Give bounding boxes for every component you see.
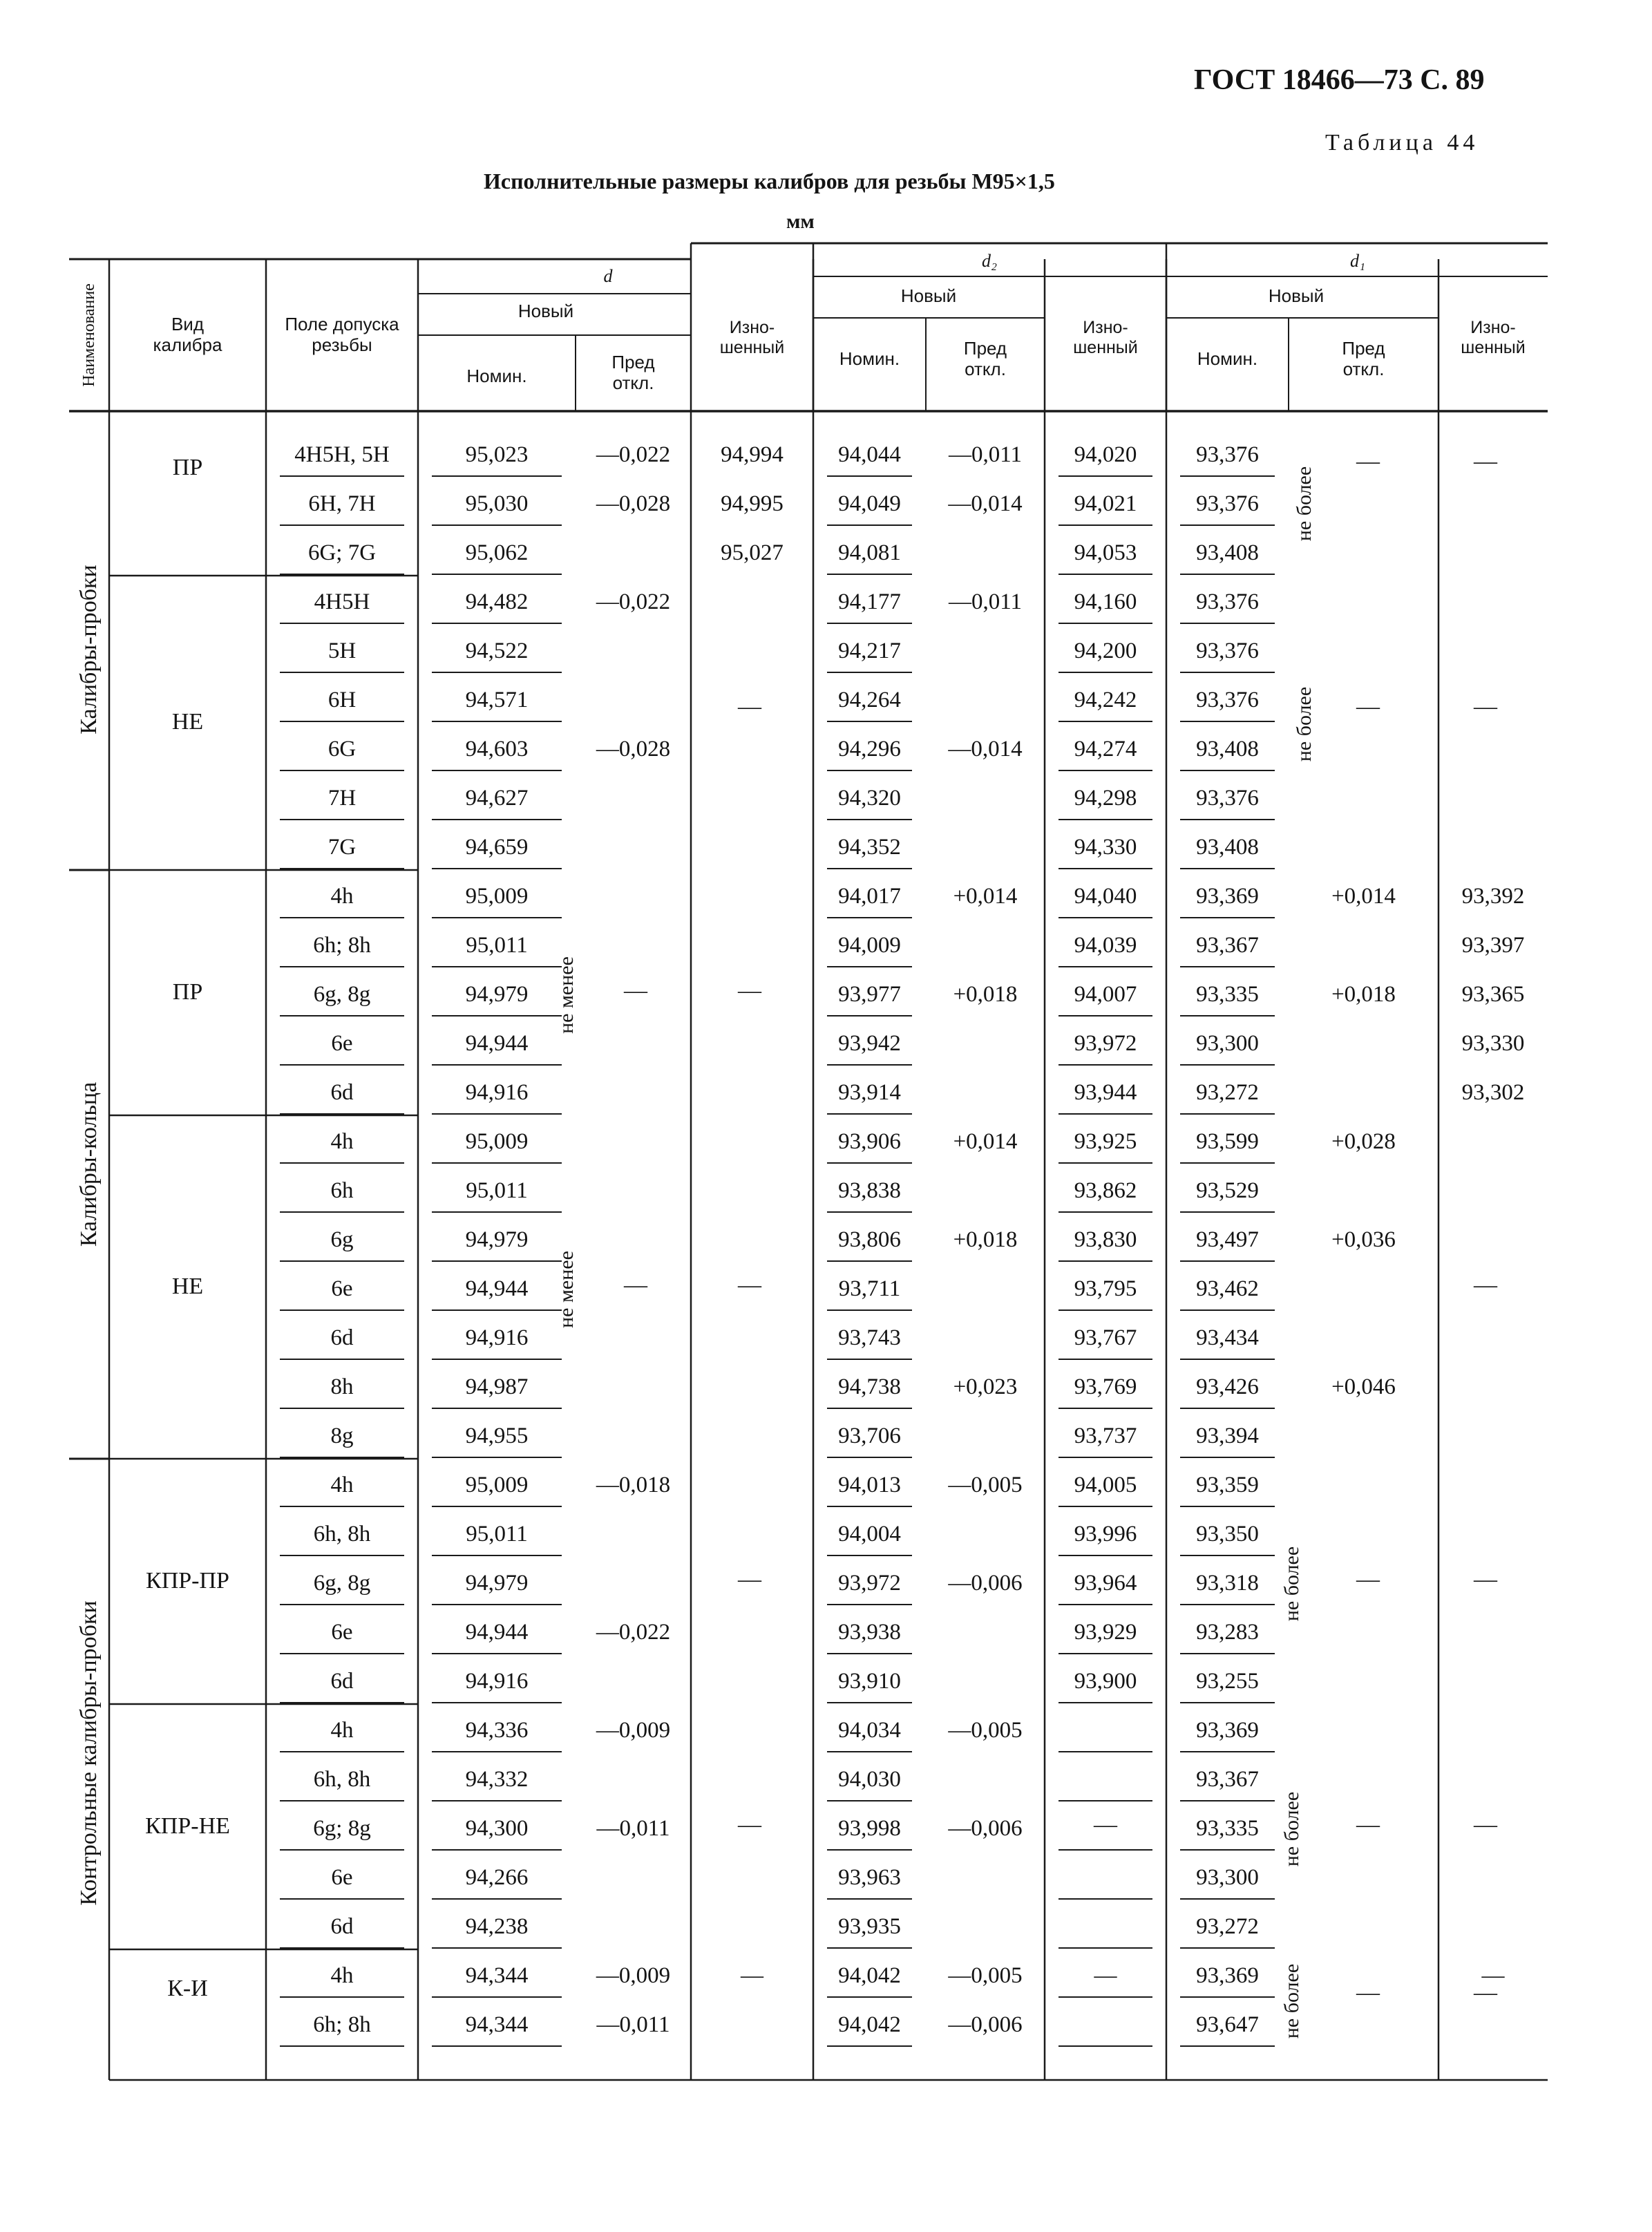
cell-d-dev: —0,022 — [596, 1620, 671, 1645]
cell-d-worn: 95,027 — [721, 540, 784, 565]
cell-d2-nom: 93,743 — [838, 1325, 901, 1350]
dash-mark: — — [624, 978, 647, 1003]
cell-d2-worn: 93,830 — [1074, 1227, 1137, 1252]
cell-d1-nom: 93,408 — [1196, 737, 1259, 762]
cell-d-nom: 94,300 — [465, 1816, 529, 1841]
cell-d1-worn: 93,365 — [1461, 982, 1525, 1007]
cell-d2-worn: 94,021 — [1074, 491, 1137, 516]
cell-d2-nom: 93,942 — [838, 1031, 901, 1056]
dash-mark: — — [1356, 694, 1380, 719]
cell-d1-worn: 93,302 — [1461, 1080, 1525, 1105]
dash-mark: — — [1356, 1980, 1380, 2005]
header-d1-worn: Изно-шенный — [1461, 318, 1526, 357]
cell-d-nom: 94,344 — [465, 2012, 529, 2037]
dash-mark: — — [1356, 1567, 1380, 1592]
cell-d-dev: —0,009 — [596, 1718, 671, 1743]
cell-d-nom: 94,916 — [465, 1080, 529, 1105]
cell-d2-nom: 93,806 — [838, 1227, 901, 1252]
cell-d1-nom: 93,426 — [1196, 1374, 1259, 1399]
cell-field: 6d — [330, 1669, 354, 1694]
cell-d1-worn: 93,397 — [1461, 933, 1525, 958]
cell-d1-nom: 93,318 — [1196, 1571, 1259, 1596]
dash-mark: — — [1474, 1812, 1497, 1837]
cell-d1-nom: 93,300 — [1196, 1031, 1259, 1056]
cell-field: 6d — [330, 1914, 354, 1939]
cell-field: 6g; 8g — [313, 1816, 371, 1841]
cell-d2-worn: 93,795 — [1074, 1276, 1137, 1301]
cell-d-nom: 94,944 — [465, 1031, 529, 1056]
cell-d1-nom: 93,376 — [1196, 786, 1259, 811]
dash-mark: — — [1474, 1980, 1497, 2005]
cell-d1-nom: 93,599 — [1196, 1129, 1259, 1154]
dash-mark: — — [624, 1272, 647, 1298]
cell-d-dev: —0,028 — [596, 737, 671, 762]
cell-d-dev: —0,028 — [596, 491, 671, 516]
cell-d1-nom: 93,359 — [1196, 1473, 1259, 1497]
cell-d2-nom: 93,963 — [838, 1865, 901, 1890]
cell-d1-nom: 93,376 — [1196, 442, 1259, 467]
cell-field: 7H — [327, 786, 357, 811]
cell-d2-dev: +0,023 — [953, 1374, 1018, 1399]
cell-field: 6g, 8g — [313, 1571, 371, 1596]
kind-label: НЕ — [171, 1273, 204, 1299]
cell-d2-nom: 94,013 — [838, 1473, 901, 1497]
cell-d2-dev: —0,014 — [948, 491, 1023, 516]
cell-d-dev: —0,022 — [596, 589, 671, 614]
cell-d-nom: 94,955 — [465, 1424, 529, 1448]
cell-field: 4h — [330, 1718, 354, 1743]
header-kind: Вид калибра — [153, 314, 222, 355]
cell-d2-worn: 94,040 — [1074, 884, 1137, 909]
cell-d1-nom: 93,272 — [1196, 1914, 1259, 1939]
cell-d-dev: —0,009 — [596, 1963, 671, 1988]
note-ne-bolee: не более — [1280, 1963, 1303, 2039]
table-title: Исполнительные размеры калибров для резьбы М95×1,5 — [484, 169, 1055, 193]
cell-d2-nom: 94,352 — [838, 835, 901, 860]
dash-mark: — — [1474, 1272, 1497, 1298]
cell-d-nom: 94,238 — [465, 1914, 529, 1939]
cell-field: 8h — [330, 1374, 354, 1399]
cell-d2-nom: 94,030 — [838, 1767, 901, 1792]
cell-d1-nom: 93,369 — [1196, 1718, 1259, 1743]
cell-d2-worn: 93,929 — [1074, 1620, 1137, 1645]
cell-d1-nom: 93,255 — [1196, 1669, 1259, 1694]
cell-d1-dev: +0,018 — [1331, 982, 1396, 1007]
cell-d2-worn: 93,925 — [1074, 1129, 1137, 1154]
dash-mark: — — [738, 1812, 761, 1837]
cell-d2-nom: 94,017 — [838, 884, 901, 909]
cell-d1-nom: 93,462 — [1196, 1276, 1259, 1301]
header-field: Поле допуска резьбы — [285, 314, 399, 355]
cell-d2-nom: 94,217 — [838, 639, 901, 663]
cell-d2-dev: +0,018 — [953, 982, 1018, 1007]
cell-field: 4h — [330, 884, 354, 909]
cell-d-dev: —0,022 — [596, 442, 671, 467]
cell-d-dev: —0,018 — [596, 1473, 671, 1497]
note-ne-menee: не менее — [555, 956, 578, 1034]
cell-d2-worn: 93,900 — [1074, 1669, 1137, 1694]
cell-field: 4h — [330, 1473, 354, 1497]
header-d1-dev: Пред откл. — [1342, 338, 1385, 379]
cell-d-nom: 94,603 — [465, 737, 529, 762]
cell-d-nom: 95,011 — [466, 1522, 528, 1547]
cell-d2-dev: —0,014 — [948, 737, 1023, 762]
kind-label: ПР — [172, 978, 203, 1005]
cell-d-nom: 95,009 — [465, 1473, 529, 1497]
cell-d2-dev: —0,011 — [948, 589, 1023, 614]
cell-d-nom: 94,344 — [465, 1963, 529, 1988]
cell-d2-nom: 94,042 — [838, 2012, 901, 2037]
cell-d1-nom: 93,376 — [1196, 491, 1259, 516]
dash-mark: — — [738, 1567, 761, 1592]
cell-d-nom: 95,011 — [466, 1178, 528, 1203]
cell-d1-dev: +0,028 — [1331, 1129, 1396, 1154]
cell-d-nom: 94,944 — [465, 1276, 529, 1301]
cell-d-worn: — — [741, 1963, 763, 1988]
kind-label: КПР-НЕ — [145, 1813, 230, 1839]
cell-d2-worn: 93,767 — [1074, 1325, 1137, 1350]
cell-field: 8g — [330, 1424, 354, 1448]
dash-mark: — — [1356, 1812, 1380, 1837]
cell-d2-nom: 94,296 — [838, 737, 901, 762]
cell-d2-nom: 94,177 — [838, 589, 901, 614]
cell-d-nom: 94,987 — [465, 1374, 529, 1399]
cell-field: 5H — [327, 639, 357, 663]
cell-field: 6h; 8h — [313, 2012, 371, 2037]
cell-d2-dev: —0,006 — [948, 1571, 1023, 1596]
cell-d-nom: 95,023 — [465, 442, 529, 467]
cell-d2-worn: 93,972 — [1074, 1031, 1137, 1056]
cell-d1-nom: 93,376 — [1196, 688, 1259, 712]
cell-d2-nom: 93,706 — [838, 1424, 901, 1448]
cell-d1-nom: 93,367 — [1196, 933, 1259, 958]
cell-d2-nom: 93,935 — [838, 1914, 901, 1939]
cell-field: 6e — [331, 1865, 353, 1890]
group-label: Калибры-пробки — [76, 564, 102, 735]
cell-d2-nom: 93,998 — [838, 1816, 901, 1841]
header-d1-new: Новый — [1268, 285, 1325, 306]
cell-d2-nom: 93,938 — [838, 1620, 901, 1645]
header-d1-nom: Номин. — [1197, 348, 1258, 369]
cell-d2-dev: —0,005 — [948, 1718, 1023, 1743]
cell-d1-nom: 93,350 — [1196, 1522, 1259, 1547]
cell-d1-nom: 93,434 — [1196, 1325, 1259, 1350]
cell-d1-worn: — — [1481, 1963, 1505, 1988]
cell-d2-worn: 94,005 — [1074, 1473, 1137, 1497]
cell-d-nom: 94,944 — [465, 1620, 529, 1645]
cell-d1-nom: 93,369 — [1196, 1963, 1259, 1988]
cell-d1-nom: 93,376 — [1196, 639, 1259, 663]
cell-d2-worn: 93,996 — [1074, 1522, 1137, 1547]
cell-d-nom: 94,979 — [465, 982, 529, 1007]
cell-d2-dev: —0,005 — [948, 1963, 1023, 1988]
cell-field: 4H5H, 5H — [294, 442, 390, 467]
cell-d2-worn: 93,862 — [1074, 1178, 1137, 1203]
cell-field: 6g — [330, 1227, 354, 1252]
kind-label: К-И — [167, 1976, 208, 2001]
header-d1: d₁ — [1349, 251, 1366, 271]
cell-d-dev: —0,011 — [596, 2012, 670, 2037]
cell-d2-worn: 93,944 — [1074, 1080, 1137, 1105]
cell-d1-nom: 93,272 — [1196, 1080, 1259, 1105]
cell-d1-dev: +0,014 — [1331, 884, 1396, 909]
cell-d2-nom: 94,009 — [838, 933, 901, 958]
cell-d2-nom: 93,906 — [838, 1129, 901, 1154]
cell-d-dev: —0,011 — [596, 1816, 670, 1841]
cell-d1-nom: 93,408 — [1196, 540, 1259, 565]
cell-d2-dev: +0,018 — [953, 1227, 1018, 1252]
cell-d-nom: 94,659 — [465, 835, 529, 860]
header-name: Наименование — [80, 283, 98, 387]
cell-d2-worn: 94,200 — [1074, 639, 1137, 663]
cell-d2-worn: 93,964 — [1074, 1571, 1137, 1596]
cell-d2-nom: 94,004 — [838, 1522, 901, 1547]
cell-d2-nom: 94,320 — [838, 786, 901, 811]
header-d2-new: Новый — [900, 285, 957, 306]
cell-d2-nom: 94,264 — [838, 688, 901, 712]
cell-d1-nom: 93,335 — [1196, 982, 1259, 1007]
cell-d2-dev: —0,011 — [948, 442, 1023, 467]
cell-field: 4h — [330, 1129, 354, 1154]
cell-d2-nom: 93,838 — [838, 1178, 901, 1203]
cell-d1-nom: 93,647 — [1196, 2012, 1259, 2037]
cell-d2-worn: 94,330 — [1074, 835, 1137, 860]
cell-d-nom: 95,009 — [465, 884, 529, 909]
dash-mark: — — [1094, 1812, 1117, 1837]
dash-mark: — — [738, 1272, 761, 1298]
note-ne-bolee: не более — [1293, 466, 1316, 542]
cell-field: 7G — [327, 835, 357, 860]
cell-d2-worn: 94,020 — [1074, 442, 1137, 467]
cell-d-nom: 94,571 — [465, 688, 529, 712]
cell-d1-dev: +0,046 — [1331, 1374, 1396, 1399]
cell-d-worn: 94,995 — [721, 491, 784, 516]
cell-d2-worn: 94,039 — [1074, 933, 1137, 958]
note-ne-bolee: не более — [1293, 686, 1316, 762]
dash-mark: — — [1474, 448, 1497, 474]
cell-d1-nom: 93,376 — [1196, 589, 1259, 614]
dash-mark: — — [1356, 448, 1380, 474]
cell-field: 6d — [330, 1080, 354, 1105]
cell-d1-nom: 93,335 — [1196, 1816, 1259, 1841]
cell-d-nom: 95,030 — [465, 491, 529, 516]
cell-field: 6h, 8h — [313, 1522, 371, 1547]
note-ne-menee: не менее — [555, 1251, 578, 1328]
cell-d2-worn: 94,160 — [1074, 589, 1137, 614]
cell-d2-worn: — — [1094, 1963, 1117, 1988]
cell-d-nom: 94,979 — [465, 1227, 529, 1252]
cell-d2-dev: +0,014 — [953, 884, 1018, 909]
cell-d2-nom: 93,914 — [838, 1080, 901, 1105]
cell-d-nom: 94,332 — [465, 1767, 529, 1792]
cell-d2-worn: 94,274 — [1074, 737, 1137, 762]
cell-field: 6H, 7H — [308, 491, 376, 516]
cell-d2-worn: 94,298 — [1074, 786, 1137, 811]
cell-d-worn: 94,994 — [721, 442, 784, 467]
cell-d-nom: 95,011 — [466, 933, 528, 958]
cell-d2-dev: —0,005 — [948, 1473, 1023, 1497]
cell-d2-nom: 94,042 — [838, 1963, 901, 1988]
cell-field: 6H — [327, 688, 357, 712]
cell-d-nom: 95,009 — [465, 1129, 529, 1154]
cell-d-nom: 94,266 — [465, 1865, 529, 1890]
cell-d2-nom: 94,049 — [838, 491, 901, 516]
cell-d-nom: 94,979 — [465, 1571, 529, 1596]
cell-d1-nom: 93,283 — [1196, 1620, 1259, 1645]
cell-field: 6g, 8g — [313, 982, 371, 1007]
cell-field: 6h — [330, 1178, 354, 1203]
note-ne-bolee: не более — [1280, 1546, 1303, 1622]
cell-d-nom: 94,916 — [465, 1669, 529, 1694]
cell-d1-dev: +0,036 — [1331, 1227, 1396, 1252]
header-d2-dev: Пред откл. — [963, 338, 1007, 379]
cell-field: 4H5H — [314, 589, 370, 614]
cell-field: 6h; 8h — [313, 933, 371, 958]
cell-d2-nom: 94,034 — [838, 1718, 901, 1743]
cell-d2-worn: 94,007 — [1074, 982, 1137, 1007]
cell-d2-worn: 94,242 — [1074, 688, 1137, 712]
header-d2-worn: Изно-шенный — [1073, 318, 1138, 357]
cell-field: 6h, 8h — [313, 1767, 371, 1792]
cell-d1-nom: 93,367 — [1196, 1767, 1259, 1792]
cell-field: 6e — [331, 1031, 353, 1056]
kind-label: ПР — [172, 455, 203, 480]
header-d-dev: Пред откл. — [611, 352, 655, 393]
cell-d1-nom: 93,529 — [1196, 1178, 1259, 1203]
table-number: Таблица 44 — [1325, 130, 1479, 155]
cell-d2-nom: 93,711 — [838, 1276, 901, 1301]
cell-d1-nom: 93,300 — [1196, 1865, 1259, 1890]
cell-field: 4h — [330, 1963, 354, 1988]
cell-d2-worn: 93,737 — [1074, 1424, 1137, 1448]
table-units: мм — [786, 210, 815, 233]
cell-field: 6G — [327, 737, 357, 762]
header-d2: d₂ — [981, 251, 998, 271]
dash-mark: — — [1474, 694, 1497, 719]
header-d: d — [603, 266, 613, 286]
cell-field: 6d — [330, 1325, 354, 1350]
cell-d-nom: 94,336 — [465, 1718, 529, 1743]
cell-d2-dev: +0,014 — [953, 1129, 1018, 1154]
cell-d1-nom: 93,408 — [1196, 835, 1259, 860]
cell-d1-nom: 93,497 — [1196, 1227, 1259, 1252]
cell-d2-dev: —0,006 — [948, 1816, 1023, 1841]
cell-d-nom: 95,062 — [465, 540, 529, 565]
cell-d2-nom: 93,972 — [838, 1571, 901, 1596]
group-label: Контрольные калибры-пробки — [76, 1600, 102, 1906]
cell-field: 6e — [331, 1620, 353, 1645]
cell-d2-nom: 93,977 — [838, 982, 901, 1007]
header-d2-nom: Номин. — [839, 348, 900, 369]
note-ne-bolee: не более — [1280, 1791, 1303, 1867]
header-d-new: Новый — [518, 301, 574, 321]
cell-d2-dev: —0,006 — [948, 2012, 1023, 2037]
cell-d-nom: 94,627 — [465, 786, 529, 811]
cell-d2-nom: 93,910 — [838, 1669, 901, 1694]
cell-d2-worn: 94,053 — [1074, 540, 1137, 565]
cell-d-nom: 94,482 — [465, 589, 529, 614]
cell-d1-nom: 93,394 — [1196, 1424, 1259, 1448]
cell-d1-worn: 93,392 — [1461, 884, 1525, 909]
cell-d-nom: 94,916 — [465, 1325, 529, 1350]
cell-d1-nom: 93,369 — [1196, 884, 1259, 909]
header-d-worn: Изно-шенный — [719, 318, 785, 357]
cell-field: 6e — [331, 1276, 353, 1301]
group-label: Калибры-кольца — [76, 1081, 102, 1247]
kind-label: КПР-ПР — [146, 1567, 229, 1593]
cell-d1-worn: 93,330 — [1461, 1031, 1525, 1056]
header-d-nom: Номин. — [466, 366, 527, 386]
cell-d-nom: 94,522 — [465, 639, 529, 663]
cell-d2-worn: 93,769 — [1074, 1374, 1137, 1399]
cell-d2-nom: 94,081 — [838, 540, 901, 565]
standard-number: ГОСТ 18466—73 С. 89 — [1194, 64, 1485, 96]
kind-label: НЕ — [171, 709, 204, 735]
dash-mark: — — [738, 978, 761, 1003]
cell-field: 6G; 7G — [307, 540, 377, 565]
dash-mark: — — [1474, 1567, 1497, 1592]
dash-mark: — — [738, 694, 761, 719]
cell-d2-nom: 94,044 — [838, 442, 901, 467]
cell-d2-nom: 94,738 — [838, 1374, 901, 1399]
